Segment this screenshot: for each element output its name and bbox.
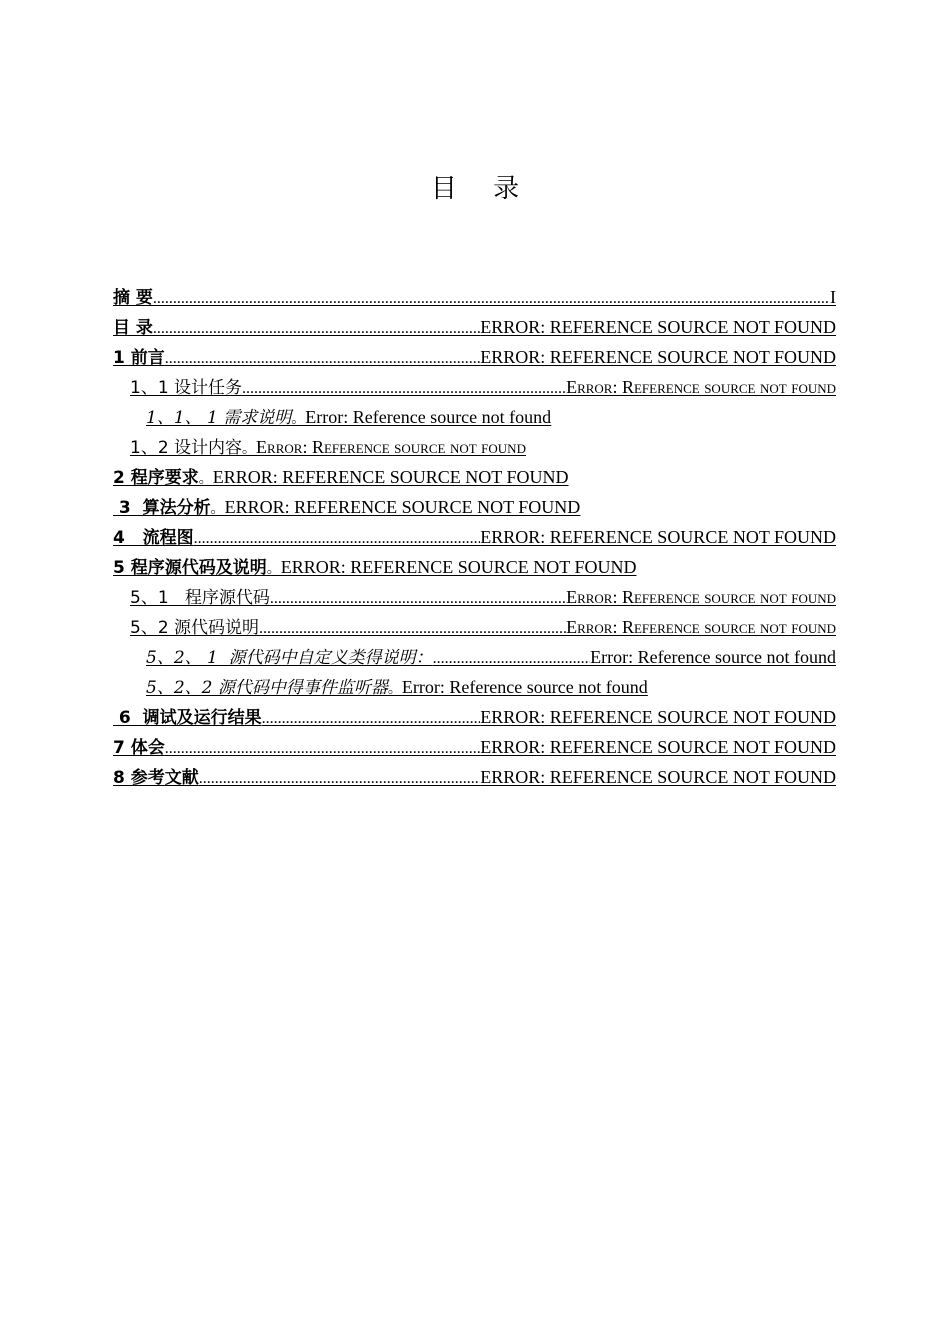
toc-separator: 。 <box>266 562 281 577</box>
toc-entry-label: 8 参考文献 <box>113 768 199 788</box>
toc-page-ref: ERROR: REFERENCE SOURCE NOT FOUND <box>480 347 836 367</box>
toc-leader-dots <box>194 524 481 554</box>
toc-page-ref: ERROR: REFERENCE SOURCE NOT FOUND <box>480 707 836 727</box>
toc-page-ref: Error: Reference source not found <box>590 647 836 667</box>
toc-entry-abstract[interactable] <box>113 282 836 312</box>
table-of-contents <box>113 282 836 792</box>
toc-entry-label: 5 程序源代码及说明 <box>113 558 267 578</box>
toc-entry-debug-results[interactable] <box>113 702 836 732</box>
toc-page-ref: Error: Reference source not found <box>256 437 526 457</box>
toc-leader-dots <box>433 644 590 674</box>
toc-entry-label: 5、2、 1 源代码中自定义类得说明： <box>146 648 433 668</box>
toc-page-ref: Error: Reference source not found <box>401 677 648 697</box>
toc-entry-label: 3 算法分析 <box>113 498 211 518</box>
toc-entry-label: 1 前言 <box>113 348 165 368</box>
toc-page-ref: ERROR: REFERENCE SOURCE NOT FOUND <box>480 317 836 337</box>
toc-entry-algorithm-analysis[interactable] <box>113 492 836 522</box>
toc-entry-references[interactable] <box>113 762 836 792</box>
toc-leader-dots <box>153 284 830 314</box>
toc-page-ref: ERROR: REFERENCE SOURCE NOT FOUND <box>280 557 637 577</box>
toc-entry-label: 4 流程图 <box>113 528 194 548</box>
toc-entry-label: 2 程序要求 <box>113 468 199 488</box>
toc-page-ref: Error: Reference source not found <box>566 587 836 607</box>
toc-page-ref: Error: Reference source not found <box>566 617 836 637</box>
toc-entry-design-task[interactable] <box>113 372 836 402</box>
toc-entry-requirements[interactable] <box>113 402 836 432</box>
toc-entry-label: 1、1、 1 需求说明 <box>146 408 292 428</box>
toc-entry-program-source[interactable] <box>113 582 836 612</box>
toc-separator: 。 <box>198 472 213 487</box>
toc-entry-program-requirements[interactable] <box>113 462 836 492</box>
toc-entry-flowchart[interactable] <box>113 522 836 552</box>
toc-separator: 。 <box>242 442 257 457</box>
toc-page-ref: I <box>830 287 836 307</box>
toc-entry-custom-class[interactable] <box>113 642 836 672</box>
toc-page-ref: Error: Reference source not found <box>566 377 836 397</box>
toc-entry-label: 1、1 设计任务 <box>130 378 243 398</box>
toc-separator: 。 <box>291 412 306 427</box>
toc-entry-reflection[interactable] <box>113 732 836 762</box>
toc-entry-contents[interactable] <box>113 312 836 342</box>
toc-leader-dots <box>259 614 566 644</box>
toc-page-ref: ERROR: REFERENCE SOURCE NOT FOUND <box>224 497 581 517</box>
toc-entry-event-listener[interactable] <box>113 672 836 702</box>
toc-leader-dots <box>270 584 566 614</box>
toc-entry-label: 1、2 设计内容 <box>130 438 243 458</box>
toc-entry-preface[interactable] <box>113 342 836 372</box>
toc-entry-label: 6 调试及运行结果 <box>113 708 262 728</box>
toc-page-ref: ERROR: REFERENCE SOURCE NOT FOUND <box>480 527 836 547</box>
toc-entry-label: 5、1 程序源代码 <box>130 588 270 608</box>
toc-entry-label: 目 录 <box>113 318 153 338</box>
page-title: 目 录 <box>430 174 534 204</box>
toc-entry-source-explanation[interactable] <box>113 612 836 642</box>
toc-leader-dots <box>262 704 481 734</box>
toc-separator: 。 <box>210 502 225 517</box>
toc-separator: 。 <box>387 682 402 697</box>
toc-entry-label: 7 体会 <box>113 738 165 758</box>
toc-leader-dots <box>165 734 481 764</box>
toc-entry-label: 5、2、2 源代码中得事件监听器 <box>146 678 388 698</box>
toc-entry-design-content[interactable] <box>113 432 836 462</box>
toc-page-ref: ERROR: REFERENCE SOURCE NOT FOUND <box>212 467 569 487</box>
toc-leader-dots <box>242 374 566 404</box>
toc-entry-source-code[interactable] <box>113 552 836 582</box>
toc-page-ref: ERROR: REFERENCE SOURCE NOT FOUND <box>480 767 836 787</box>
toc-entry-label: 5、2 源代码说明 <box>130 618 260 638</box>
toc-page-ref: ERROR: REFERENCE SOURCE NOT FOUND <box>480 737 836 757</box>
toc-page-ref: Error: Reference source not found <box>305 407 552 427</box>
toc-leader-dots <box>153 314 480 344</box>
toc-leader-dots <box>199 764 481 794</box>
toc-entry-label: 摘 要 <box>113 288 153 308</box>
toc-leader-dots <box>165 344 481 374</box>
